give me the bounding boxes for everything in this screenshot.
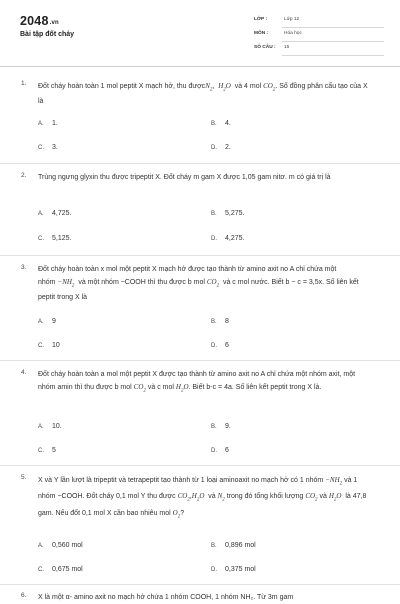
option-c[interactable] [38,342,60,349]
formula-nh2: $-NH_2$ [57,278,75,289]
option-letter: A. [38,121,44,127]
formula-co2: $CO_2$ [177,492,190,503]
brand-suffix: .vn [49,20,59,26]
meta-class-label: LỚP : [254,17,268,22]
meta-count-value: 15 [284,45,290,50]
option-text: 5 [52,447,56,454]
option-c[interactable] [38,447,56,454]
comma: , [212,83,215,90]
question-number: 2. [21,172,27,179]
option-b[interactable] [211,542,256,549]
option-text: 4,725. [52,210,72,217]
formula-n2: $N_2$ [205,82,213,93]
question-text-part: Đốt cháy hoàn toàn 1 mol peptit X mạch hở, thu được [38,83,206,90]
formula-h2o: $H_2O$ [218,82,231,93]
question-text-part: Đốt cháy hoàn toàn a mol một peptit X được tạo thành từ amino axit no A chỉ chứa một nhóm axit, một nhóm amin thì thu được b mol [38,371,356,391]
option-text: 6 [225,342,229,349]
formula-n2: $N_2$ [217,492,225,503]
option-a[interactable] [38,210,71,217]
option-letter: C. [38,236,44,242]
question-number: 3. [21,264,27,271]
question-text-part: và một nhóm −COOH thì thu được b mol [78,279,205,286]
option-letter: B. [211,319,217,325]
question-text-part: trong đó tổng khối lượng [226,493,304,501]
question-number: 1. [21,80,27,87]
option-c[interactable] [38,235,71,242]
question-text-part: ? [180,509,185,517]
option-text: 10 [52,342,60,349]
question-text-part: và [208,493,216,501]
formula-h2o: $H_2O$ [175,383,189,394]
meta-subject-label: MÔN : [254,31,269,36]
option-letter: B. [211,543,217,549]
option-text: 3. [52,144,58,151]
option-text: 1. [52,120,58,127]
meta-underline [282,55,384,56]
option-a[interactable] [38,120,58,127]
option-text: 5,275. [225,210,245,217]
option-d[interactable] [211,566,256,573]
option-letter: D. [211,343,217,349]
question-text [38,369,374,397]
formula-o2: $O_2$ [172,508,181,520]
option-c[interactable] [38,566,83,573]
question-text-part: và c mol [147,384,174,391]
option-text: 9. [225,423,231,430]
question-separator [0,465,400,466]
option-letter: A. [38,319,44,325]
formula-co2: $CO_2$ [263,82,276,93]
option-c[interactable] [38,144,58,151]
question-text-part: và [319,493,327,501]
formula-co2: $CO_2$ [133,383,146,394]
meta-count-label: SỐ CÂU : [254,45,276,50]
option-letter: C. [38,567,44,573]
option-d[interactable] [211,144,231,151]
page-title: Bài tập đốt cháy [20,31,75,38]
option-d[interactable] [211,342,229,349]
formula-co2: $CO_2$ [305,492,318,503]
option-letter: B. [211,211,217,217]
question-number: 5. [21,474,27,481]
question-separator [0,163,400,164]
option-b[interactable] [211,318,229,325]
question-text-part: Đốt cháy hoàn toàn x mol một peptit X mạch hở được tạo thành từ amino axit no A chỉ chứa một nhóm [38,266,337,286]
option-a[interactable] [38,542,83,549]
option-letter: A. [38,424,44,430]
question-text [38,264,374,304]
option-letter: A. [38,211,44,217]
question-number: 4. [21,369,27,376]
option-b[interactable] [211,210,244,217]
option-letter: D. [211,448,217,454]
option-text: 0,675 mol [52,566,83,573]
formula-h2o: $H_2O$ [328,492,342,503]
question-text: X là một α- amino axit no mạch hở chứa 1 nhóm COOH, 1 nhóm NH₂. Từ 3m gam [38,594,294,601]
option-letter: B. [211,424,217,430]
option-text: 8 [225,318,229,325]
question-text-part: và 4 mol [234,83,262,90]
brand-name: 2048 [20,14,49,28]
option-text: 4. [225,120,231,127]
question-separator [0,255,400,256]
option-d[interactable] [211,447,229,454]
option-b[interactable] [211,423,231,430]
question-separator [0,360,400,361]
formula-nh2: $-NH_2$ [325,476,343,487]
question-separator [0,584,400,585]
option-text: 0,896 mol [225,542,256,549]
question-number: 6. [21,592,27,599]
question-text [38,80,374,108]
meta-count [254,42,384,56]
option-a[interactable] [38,423,62,430]
question-text: Trùng ngưng glyxin thu được tripeptit X. Đốt cháy m gam X được 1,05 gam nitơ. m có giá trị là [38,174,331,181]
question-text-part: . Số đồng phân cấu tạo của X là [38,83,368,106]
question-text-part: và c mol nước. Biết b − c = 3,5x. Số liên kết peptit trong X là [38,279,359,302]
option-text: 4,275. [225,235,245,242]
question-text-part: và 1 nhóm −COOH. Đốt cháy 0,1 mol Y thu được [38,477,358,501]
option-text: 10. [52,423,62,430]
option-letter: C. [38,448,44,454]
option-text: 2. [225,144,231,151]
header [0,0,400,62]
option-letter: D. [211,145,217,151]
option-text: 0,375 mol [225,566,256,573]
option-d[interactable] [211,235,244,242]
option-letter: D. [211,567,217,573]
option-text: 0,560 mol [52,542,83,549]
option-letter: B. [211,121,217,127]
brand-logo[interactable] [20,14,59,28]
question-text-part: . Biết b-c = 4a. Số liên kết peptit trong X là. [188,384,322,391]
question-text [38,474,374,523]
header-divider [0,66,400,67]
option-a[interactable] [38,318,56,325]
option-text: 6 [225,447,229,454]
formula-h2o: $H_2O$ [191,492,205,503]
option-text: 9 [52,318,56,325]
formula-co2: $CO_2$ [206,278,220,289]
option-b[interactable] [211,120,231,127]
option-letter: C. [38,145,44,151]
meta-subject [254,28,384,42]
meta-subject-value: Hóa học [284,31,302,36]
option-letter: A. [38,543,44,549]
meta-class-value: Lớp 12 [284,17,300,22]
option-text: 5,125. [52,235,72,242]
question-text-part: X và Y lần lượt là tripeptit và tetrapeptit tạo thành từ 1 loại aminoaxit no mạch hở có 1 nhóm [38,477,324,484]
option-letter: D. [211,236,217,242]
option-letter: C. [38,343,44,349]
question-text-part: là 47,8 gam. Nếu đốt 0,1 mol X cần bao nhiêu mol [38,493,367,517]
meta-class [254,14,384,28]
comma: , [189,493,192,501]
